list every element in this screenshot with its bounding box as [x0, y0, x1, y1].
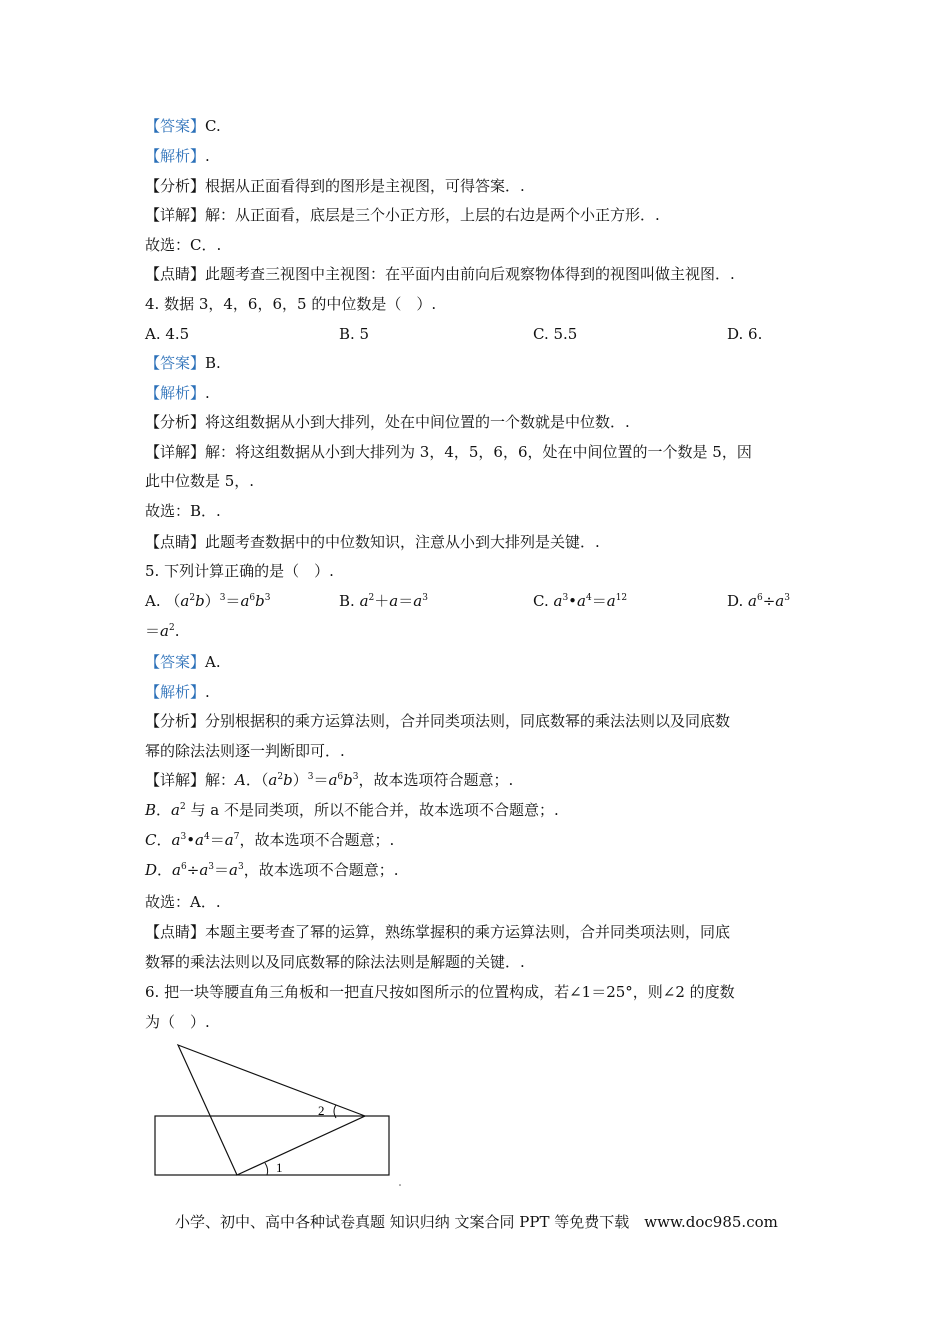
q3-detail-line	[145, 205, 660, 225]
comment-text: 此题考查三视图中主视图：在平面内由前向后观察物体得到的视图叫做主视图．.	[205, 265, 735, 283]
detail-tag: 【详解】	[145, 771, 206, 789]
q4-fenxi-line	[145, 412, 630, 432]
q6-stem-line-2: 为（ ）.	[145, 1013, 210, 1031]
q3-comment-line	[145, 264, 735, 284]
detail-c-text: ，故本选项不合题意；.	[239, 831, 395, 849]
comment-tag: 【点睛】	[145, 533, 206, 551]
q5-option-d-cont: $=a^2$.	[145, 622, 180, 640]
angle-1-label: 1	[276, 1160, 283, 1175]
detail-b-text: 与 a 不是同类项，所以不能合并，故本选项不合题意；.	[190, 801, 559, 819]
detail-text: 解：将这组数据从小到大排列为 3，4，5，6，6，处在中间位置的一个数是 5，因	[205, 443, 752, 461]
answer-value: A.	[205, 653, 221, 671]
analysis-tag: 【解析】	[145, 147, 206, 165]
detail-tag: 【详解】	[145, 206, 206, 224]
fenxi-text: 根据从正面看得到的图形是主视图，可得答案．.	[205, 177, 525, 195]
q5-answer-line	[145, 652, 221, 672]
analysis-text: .	[205, 683, 210, 701]
q4-option-d: D. 6.	[727, 325, 763, 343]
answer-value: B.	[205, 354, 221, 372]
q3-answer-line	[145, 116, 221, 136]
q4-analysis-line	[145, 383, 210, 403]
q5-fenxi-line-2: 幂的除法法则逐一判断即可．.	[145, 742, 345, 760]
q4-detail-line-2: 此中位数是 5，.	[145, 472, 255, 490]
comment-tag: 【点睛】	[145, 265, 206, 283]
detail-tag: 【详解】	[145, 443, 206, 461]
q3-fenxi-line	[145, 176, 525, 196]
q5-comment-line-1	[145, 922, 730, 942]
detail-d-text: ，故本选项不合题意；.	[243, 861, 399, 879]
q5-detail-line-c: C．$a^3•a^4=a^7$，故本选项不合题意；.	[145, 831, 395, 849]
fenxi-text: 将这组数据从小到大排列，处在中间位置的一个数就是中位数．.	[205, 413, 630, 431]
answer-tag: 【答案】	[145, 653, 206, 671]
q4-detail-line-1	[145, 442, 752, 462]
figure-dot	[399, 1184, 401, 1186]
fenxi-tag: 【分析】	[145, 413, 206, 431]
answer-value: C.	[205, 117, 221, 135]
q5-detail-line-b: B．$a^2$ 与 a 不是同类项，所以不能合并，故本选项不合题意；.	[145, 801, 559, 819]
q4-option-a: A. 4.5	[145, 325, 190, 343]
q5-detail-line-d: D．$a^6\div a^3=a^3$，故本选项不合题意；.	[145, 861, 399, 879]
q5-option-d: D. $a^6\div a^3$	[727, 592, 790, 610]
q5-stem: 5. 下列计算正确的是（ ）.	[145, 562, 334, 580]
q6-stem-line-1: 6. 把一块等腰直角三角板和一把直尺按如图所示的位置构成，若∠1＝25°，则∠2 的度数	[145, 983, 735, 1001]
detail-text: 解：从正面看，底层是三个小正方形，上层的右边是两个小正方形．.	[205, 206, 660, 224]
ruler-rect	[155, 1116, 389, 1175]
answer-tag: 【答案】	[145, 354, 206, 372]
q5-option-a: A. $(a^2b)^3=a^6b^3$	[145, 592, 271, 610]
set-square-triangle	[178, 1045, 365, 1175]
q4-stem: 4. 数据 3，4，6，6，5 的中位数是（ ）.	[145, 295, 437, 313]
q4-comment-line	[145, 532, 600, 552]
analysis-text: .	[205, 147, 210, 165]
q4-option-c: C. 5.5	[533, 325, 578, 343]
analysis-tag: 【解析】	[145, 384, 206, 402]
q3-choice-line: 故选：C．.	[145, 236, 222, 254]
answer-tag: 【答案】	[145, 117, 206, 135]
q5-fenxi-line-1	[145, 711, 730, 731]
comment-tag: 【点睛】	[145, 923, 206, 941]
q5-choice-line: 故选：A．.	[145, 893, 221, 911]
detail-a-text: ，故本选项符合题意；.	[358, 771, 514, 789]
angle-1-arc	[265, 1163, 268, 1175]
fenxi-text: 分别根据积的乘方运算法则，合并同类项法则，同底数幂的乘法法则以及同底数	[205, 712, 731, 730]
q5-option-b: B. $a^2+a=a^3$	[339, 592, 428, 610]
fenxi-tag: 【分析】	[145, 712, 206, 730]
page-footer: 小学、初中、高中各种试卷真题 知识归纳 文案合同 PPT 等免费下载 www.doc985.com	[175, 1213, 778, 1231]
fenxi-tag: 【分析】	[145, 177, 206, 195]
angle-2-label: 2	[318, 1103, 325, 1118]
analysis-tag: 【解析】	[145, 683, 206, 701]
comment-text: 本题主要考查了幂的运算，熟练掌握积的乘方运算法则，合并同类项法则，同底	[205, 923, 731, 941]
q3-analysis-line	[145, 146, 210, 166]
q5-analysis-line	[145, 682, 210, 702]
q5-detail-line-a: 【详解】解：A．$(a^2b)^3=a^6b^3$，故本选项符合题意；.	[145, 771, 514, 789]
q5-option-c: C. $a^3•a^4=a^{12}$	[533, 592, 628, 610]
q4-option-b: B. 5	[339, 325, 370, 343]
comment-text: 此题考查数据中的中位数知识，注意从小到大排列是关键．.	[205, 533, 600, 551]
q4-choice-line: 故选：B．.	[145, 502, 221, 520]
analysis-text: .	[205, 384, 210, 402]
q4-answer-line	[145, 353, 221, 373]
q5-comment-line-2: 数幂的乘法法则以及同底数幂的除法法则是解题的关键．.	[145, 953, 525, 971]
triangle-ruler-figure	[145, 1038, 415, 1193]
